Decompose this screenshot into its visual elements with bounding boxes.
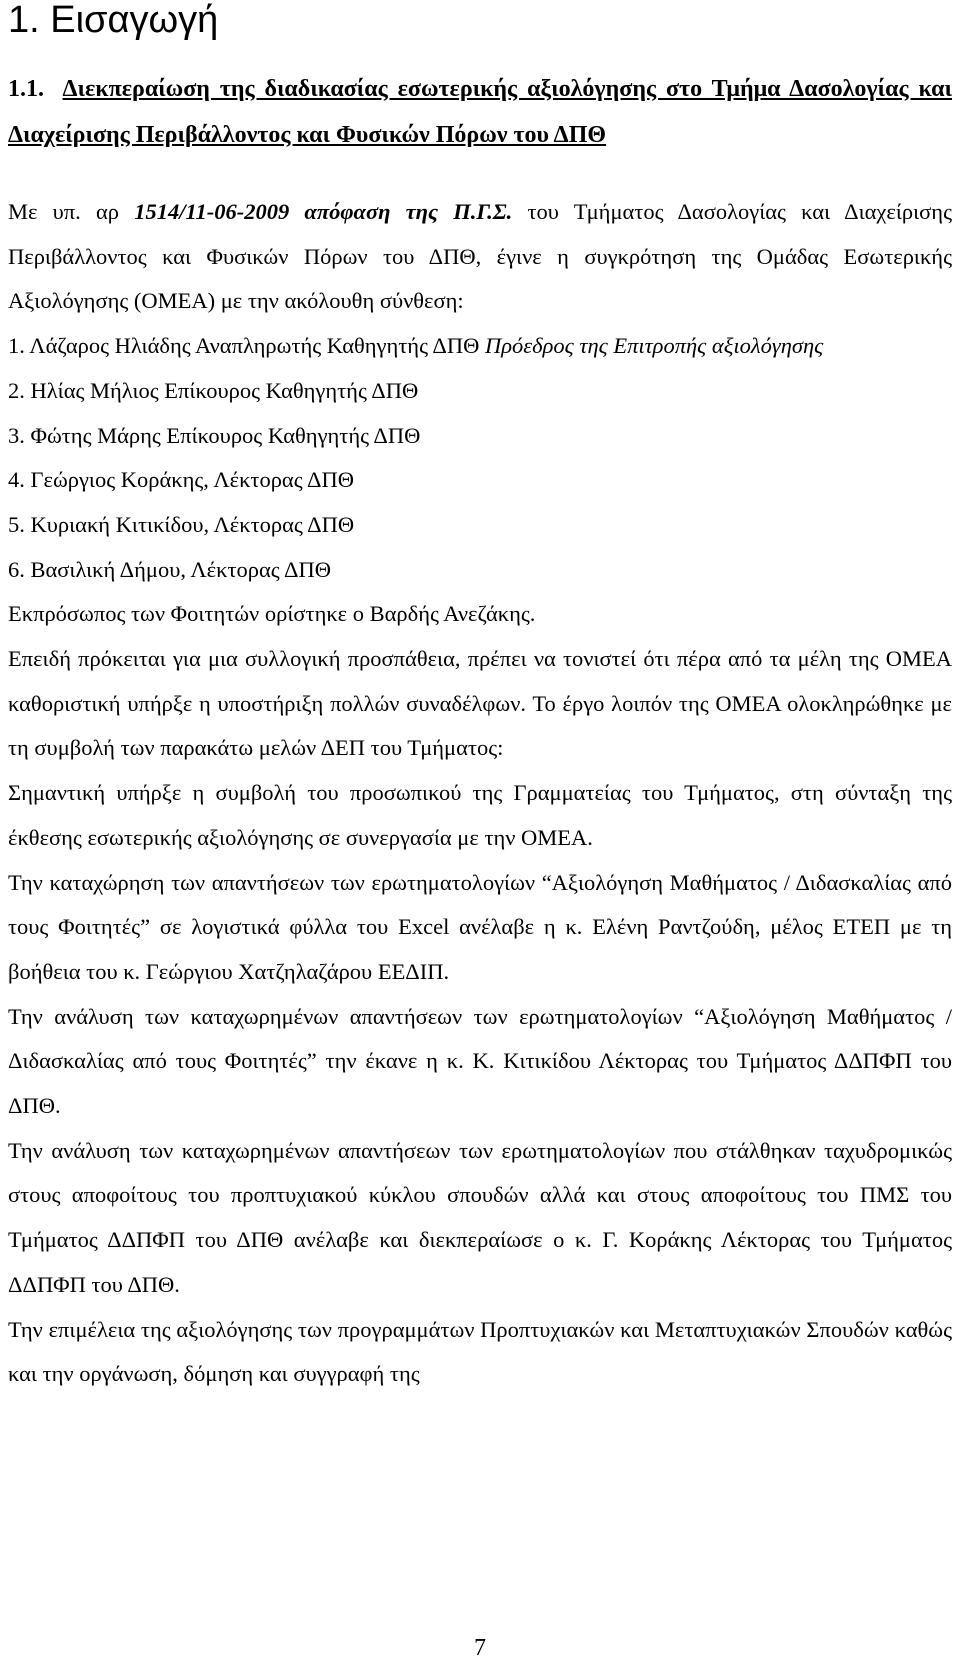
paragraph-collaboration: Επειδή πρόκειται για μια συλλογική προσπάθεια, πρέπει να τονιστεί ότι πέρα από τα μέλη της ΟΜΕΑ καθοριστική υπήρξε η υποστήριξη πολλών συναδέλφων. Το έργο λοιπόν της ΟΜΕΑ ολοκληρώθηκε με τη συμβολή των παρακάτω μελών ΔΕΠ του Τμήματος: xyxy=(8,646,952,761)
paragraph-graduates: Την ανάλυση των καταχωρημένων απαντήσεων των ερωτηματολογίων που στάλθηκαν ταχυδρομικώς στους αποφοίτους του προπτυχιακού κύκλου σπουδών αλλά και στους αποφοίτους του ΠΜΣ του Τμήματος ΔΔΠΦΠ του ΔΠΘ ανέλαβε και διεκπεραίωσε ο κ. Γ. Κοράκης Λέκτορας του Τμήματος ΔΔΠΦΠ του ΔΠΘ. xyxy=(8,1137,952,1297)
member-1 xyxy=(8,324,952,369)
member-6: 6. Βασιλική Δήμου, Λέκτορας ΔΠΘ xyxy=(8,556,332,582)
intro-paragraph xyxy=(8,190,952,324)
member-2: 2. Ηλίας Μήλιος Επίκουρος Καθηγητής ΔΠΘ xyxy=(8,377,419,403)
student-representative: Εκπρόσωπος των Φοιτητών ορίστηκε ο Βαρδής Ανεζάκης. xyxy=(8,601,536,627)
section-title: Διεκπεραίωση της διαδικασίας εσωτερικής αξιολόγησης στο Τμήμα Δασολογίας και Διαχείρισης Περιβάλλοντος και Φυσικών Πόρων του ΔΠΘ xyxy=(8,76,952,148)
section-number: 1.1. xyxy=(8,76,44,102)
chapter-heading: 1. Εισαγωγή xyxy=(8,0,219,41)
member-1-role: Πρόεδρος της Επιτροπής αξιολόγησης xyxy=(484,333,824,359)
section-heading xyxy=(8,66,952,158)
member-3: 3. Φώτης Μάρης Επίκουρος Καθηγητής ΔΠΘ xyxy=(8,422,421,448)
paragraph-programs: Την επιμέλεια της αξιολόγησης των προγραμμάτων Προπτυχιακών και Μεταπτυχιακών Σπουδών καθώς και την οργάνωση, δόμηση και συγγραφή της xyxy=(8,1316,952,1387)
paragraph-analysis: Την ανάλυση των καταχωρημένων απαντήσεων των ερωτηματολογίων “Αξιολόγηση Μαθήματος / Διδασκαλίας από τους Φοιτητές” την έκανε η κ. Κ. Κιτικίδου Λέκτορας του Τμήματος ΔΔΠΦΠ του ΔΠΘ. xyxy=(8,1003,952,1119)
intro-suffix: του Τμήματος Δασολογίας και Διαχείρισης Περιβάλλοντος και Φυσικών Πόρων του ΔΠΘ, έγινε η συγκρότηση της Ομάδας Εσωτερικής Αξιολόγησης (ΟΜΕΑ) με την ακόλουθη σύνθεση: xyxy=(8,199,952,314)
member-1-name: 1. Λάζαρος Ηλιάδης Αναπληρωτής Καθηγητής ΔΠΘ xyxy=(8,333,485,359)
page-number: 7 xyxy=(474,1635,486,1661)
intro-prefix: Με υπ. αρ xyxy=(8,199,135,224)
paragraph-data-entry: Την καταχώρηση των απαντήσεων των ερωτηματολογίων “Αξιολόγηση Μαθήματος / Διδασκαλίας από τους Φοιτητές” σε λογιστικά φύλλα του Excel ανέλαβε η κ. Ελένη Ραντζούδη, μέλος ΕΤΕΠ με τη βοήθεια του κ. Γεώργιου Χατζηλαζάρου ΕΕΔΙΠ. xyxy=(8,869,952,984)
member-4: 4. Γεώργιος Κοράκης, Λέκτορας ΔΠΘ xyxy=(8,467,354,493)
member-5: 5. Κυριακή Κιτικίδου, Λέκτορας ΔΠΘ xyxy=(8,511,355,537)
decision-reference: 1514/11-06-2009 απόφαση της Π.Γ.Σ. xyxy=(134,199,513,224)
document-body xyxy=(8,190,952,1397)
paragraph-secretariat: Σημαντική υπήρξε η συμβολή του προσωπικού της Γραμματείας του Τμήματος, στη σύνταξη της έκθεσης εσωτερικής αξιολόγησης σε συνεργασία με την ΟΜΕΑ. xyxy=(8,780,952,850)
